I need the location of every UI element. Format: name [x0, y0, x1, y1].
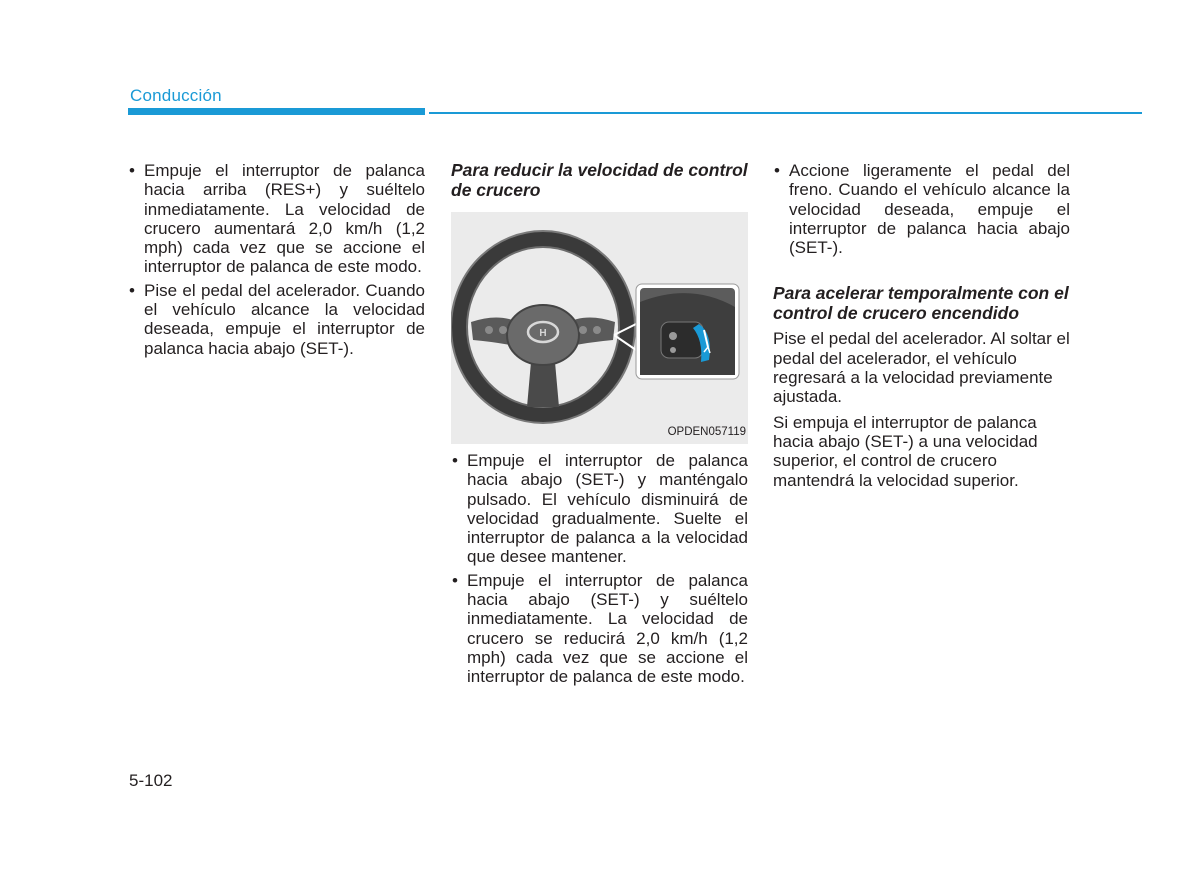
- header-rule-thin: [429, 112, 1142, 114]
- list-item: • Empuje el interruptor de palanca hacia arriba (RES+) y suéltelo inmediatamente. La velocidad de crucero aumentará 2,0 km/h (1,2 mph) cada vez que se accione el interruptor de palanca de este modo.: [128, 161, 425, 277]
- list-item: • Accione ligeramente el pedal del freno. Cuando el vehículo alcance la velocidad deseada, empuje el interruptor de palanca hacia abajo (SET-).: [773, 161, 1070, 257]
- steering-wheel-illustration: [451, 212, 748, 444]
- bullet-list: [451, 451, 748, 687]
- column-3: [773, 161, 1070, 496]
- section-heading: Para acelerar temporalmente con el control de crucero encendido: [773, 283, 1069, 323]
- figure-caption: OPDEN057119: [667, 425, 746, 438]
- steering-wheel-figure: [451, 212, 748, 444]
- paragraph: Pise el pedal del acelerador. Al soltar el pedal del acelerador, el vehículo regresará a la velocidad previamente ajustada.: [773, 329, 1070, 407]
- bullet-list: [128, 161, 425, 358]
- column-1: [128, 161, 425, 362]
- svg-text:H: H: [539, 328, 547, 339]
- section-heading: Para reducir la velocidad de control de crucero: [451, 160, 748, 200]
- column-2: [451, 161, 748, 691]
- list-item: • Pise el pedal del acelerador. Cuando el vehículo alcance la velocidad deseada, empuje el interruptor de palanca hacia abajo (SET-).: [128, 281, 425, 358]
- bullet-list: [773, 161, 1070, 257]
- list-item: • Empuje el interruptor de palanca hacia abajo (SET-) y manténgalo pulsado. El vehículo disminuirá de velocidad gradualmente. Suelte el interruptor de palanca a la velocidad que desee mantener.: [451, 451, 748, 567]
- list-item: • Empuje el interruptor de palanca hacia abajo (SET-) y suéltelo inmediatamente. La velocidad de crucero se reducirá 2,0 km/h (1,2 mph) cada vez que se accione el interruptor de palanca de este modo.: [451, 571, 748, 687]
- paragraph: Si empuja el interruptor de palanca hacia abajo (SET-) a una velocidad superior, el control de crucero mantendrá la velocidad superior.: [773, 412, 1038, 490]
- page-number: 5-102: [129, 771, 173, 790]
- section-title: Conducción: [130, 86, 222, 105]
- header-rule-thick: [128, 108, 425, 115]
